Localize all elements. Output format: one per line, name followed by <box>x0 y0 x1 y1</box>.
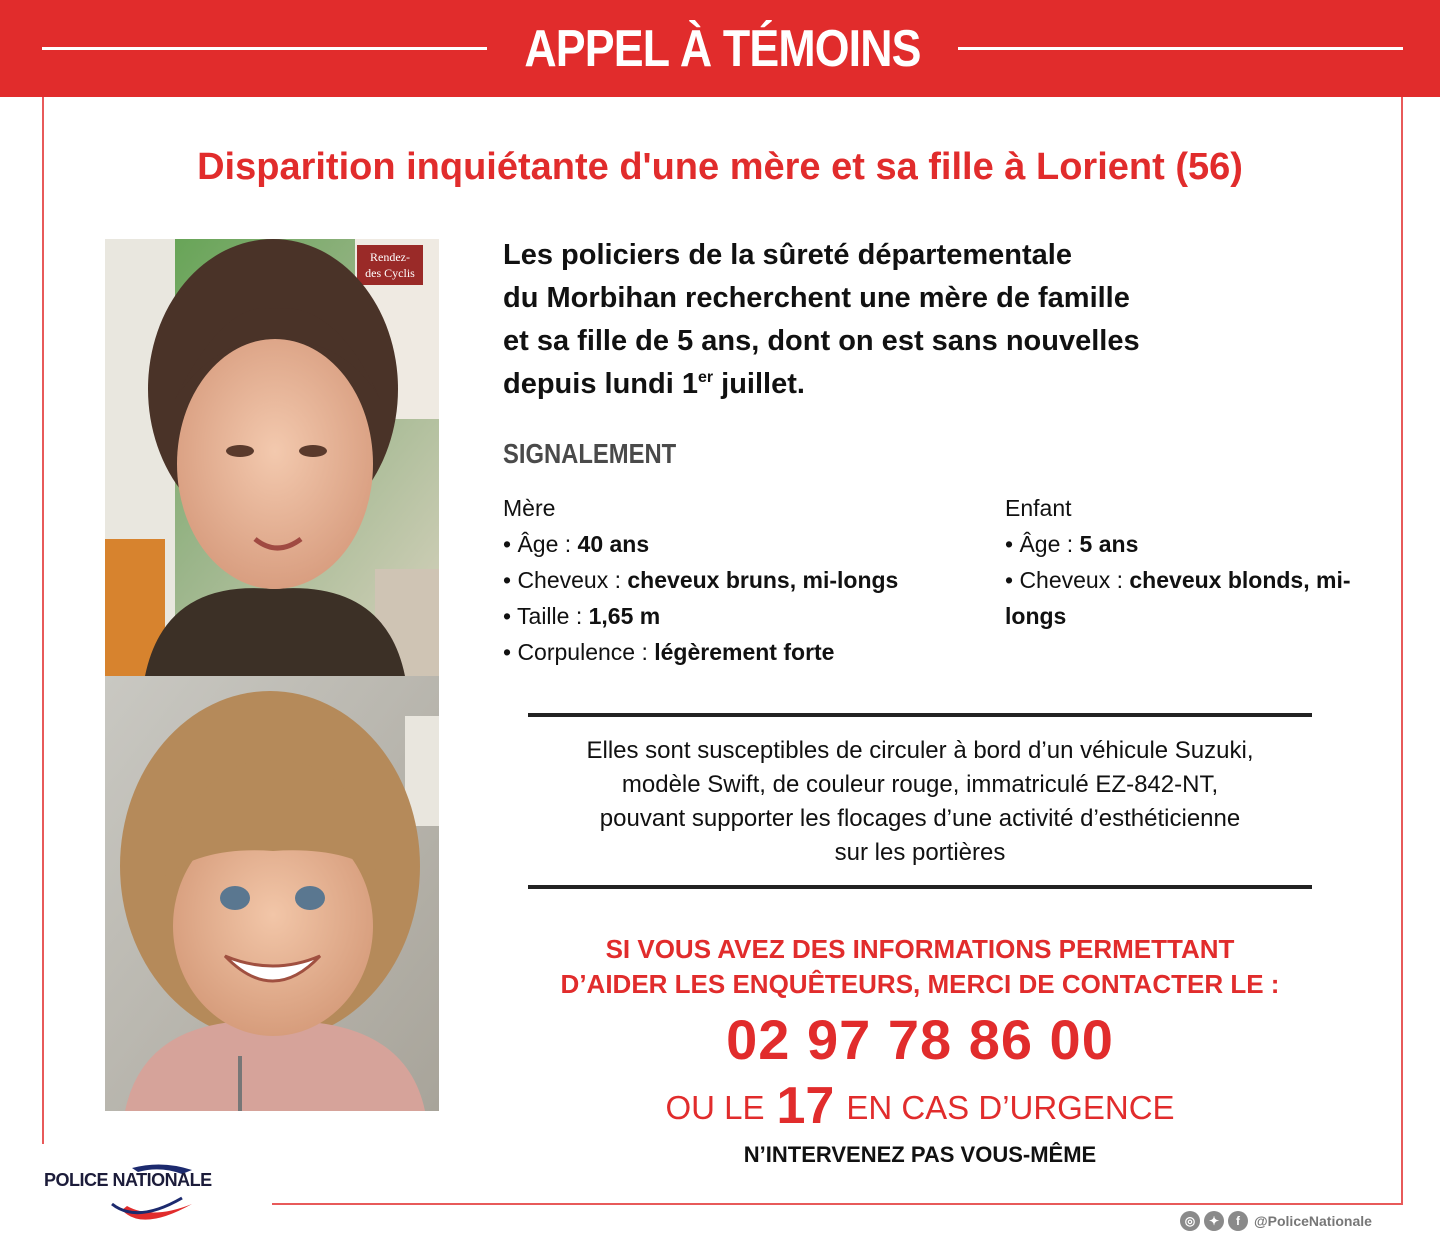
banner-title: APPEL À TÉMOINS <box>524 20 921 78</box>
emergency-line <box>470 1074 1370 1140</box>
mother-row-age <box>503 526 983 562</box>
row-value: 1,65 m <box>588 603 661 629</box>
emergency-number[interactable]: 17 <box>776 1077 835 1135</box>
photo-sign-line2: des Cyclis <box>365 266 415 280</box>
contact-call-to-action <box>470 932 1370 1002</box>
signalement-heading: SIGNALEMENT <box>503 438 677 469</box>
vehicle-line: modèle Swift, de couleur rouge, immatriculé EZ-842-NT, <box>621 771 1219 798</box>
logo-text: POLICE NATIONALE <box>44 1170 212 1190</box>
intro-line: et sa fille de 5 ans, dont on est sans nouvelles <box>503 325 1140 357</box>
warning-text: N’INTERVENEZ PAS VOUS-MÊME <box>743 1142 1097 1167</box>
mother-row-build <box>503 634 983 670</box>
emergency-suffix: EN CAS D’URGENCE <box>846 1089 1175 1126</box>
divider-top <box>528 713 1312 717</box>
child-row-age <box>1005 526 1365 562</box>
row-label: • Taille : <box>503 603 589 629</box>
photo-sign-line1: Rendez- <box>370 250 410 264</box>
facebook-icon[interactable]: f <box>1228 1211 1248 1231</box>
police-nationale-logo <box>42 1160 252 1230</box>
mother-heading: Mère <box>503 495 556 521</box>
contact-phone-number[interactable]: 02 97 78 86 00 <box>726 1008 1114 1071</box>
emergency-prefix: OU LE <box>665 1089 765 1126</box>
twitter-icon[interactable]: ✦ <box>1204 1211 1224 1231</box>
vehicle-line: sur les portières <box>834 839 1006 866</box>
intro-date-superscript: er <box>697 369 714 386</box>
instagram-icon[interactable]: ◎ <box>1180 1211 1200 1231</box>
intro-line: du Morbihan recherchent une mère de famille <box>503 282 1130 314</box>
row-label: • Âge : <box>1005 531 1080 557</box>
row-value: 5 ans <box>1079 531 1139 557</box>
photo-mother <box>105 239 439 676</box>
intro-line: Les policiers de la sûreté départementale <box>503 239 1072 271</box>
frame-right <box>1401 97 1403 1204</box>
row-label: • Âge : <box>503 531 578 557</box>
row-label: • Cheveux : <box>1005 567 1130 593</box>
frame-left <box>42 97 44 1144</box>
social-handle[interactable]: @PoliceNationale <box>1254 1213 1372 1229</box>
child-row-hair <box>1005 562 1365 634</box>
banner-rule-right <box>958 47 1403 50</box>
vehicle-line: Elles sont susceptibles de circuler à bord d’un véhicule Suzuki, <box>586 737 1254 764</box>
row-label: • Corpulence : <box>503 639 655 665</box>
banner-rule-left <box>42 47 487 50</box>
child-heading: Enfant <box>1005 495 1072 521</box>
intro-paragraph <box>503 234 1323 406</box>
page-subtitle: Disparition inquiétante d'une mère et sa fille à Lorient (56) <box>197 146 1243 188</box>
vehicle-paragraph <box>480 734 1360 870</box>
intro-date-text: depuis lundi 1 <box>503 368 698 400</box>
cta-line: SI VOUS AVEZ DES INFORMATIONS PERMETTANT <box>605 934 1235 964</box>
intro-date-month: juillet. <box>713 368 805 400</box>
photo-child <box>105 676 439 1111</box>
row-label: • Cheveux : <box>503 567 628 593</box>
cta-line: D’AIDER LES ENQUÊTEURS, MERCI DE CONTACTER LE : <box>560 969 1280 999</box>
divider-bottom <box>528 885 1312 889</box>
row-value: légèrement forte <box>654 639 835 665</box>
mother-row-hair <box>503 562 983 598</box>
social-links <box>1180 1211 1372 1235</box>
mother-row-height <box>503 598 983 634</box>
child-description <box>1005 490 1365 634</box>
vehicle-line: pouvant supporter les flocages d’une activité d’esthéticienne <box>599 805 1241 832</box>
frame-bottom <box>272 1203 1403 1205</box>
mother-description <box>503 490 983 670</box>
row-value: 40 ans <box>577 531 650 557</box>
row-value: cheveux blonds, mi-longs <box>1005 567 1351 629</box>
row-value: cheveux bruns, mi-longs <box>627 567 899 593</box>
intro-line <box>503 363 1323 406</box>
